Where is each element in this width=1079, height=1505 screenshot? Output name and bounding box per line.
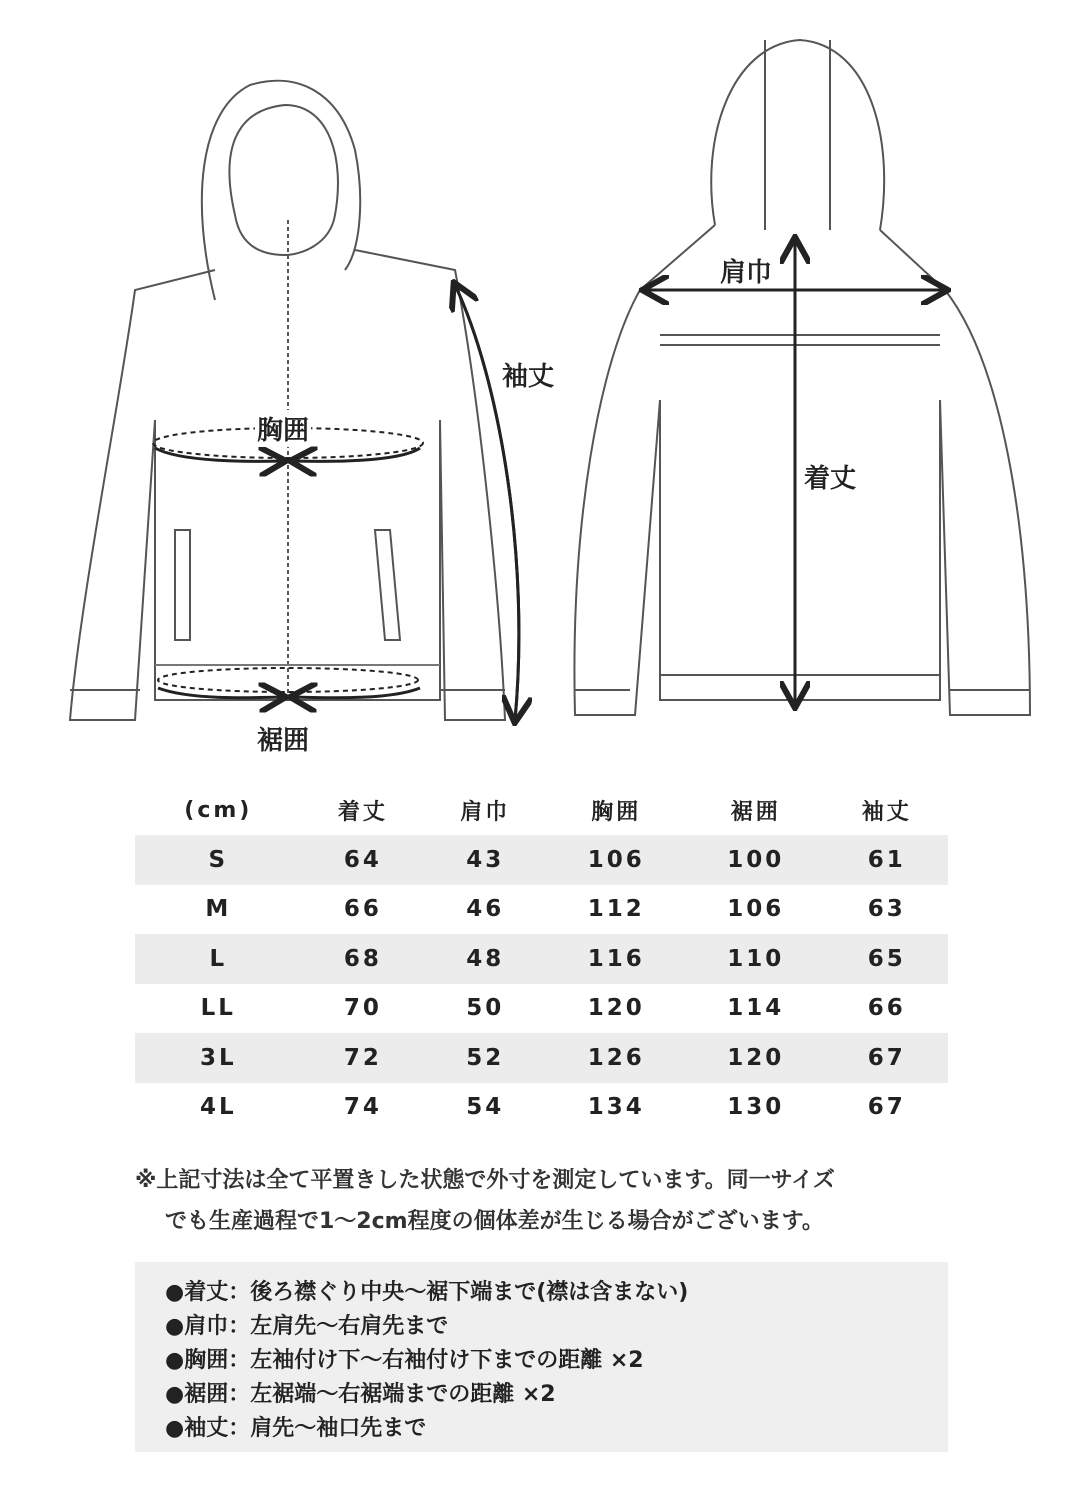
cell: 116 (546, 934, 686, 984)
size-cell: 3L (135, 1033, 302, 1083)
cell: 134 (587, 1094, 645, 1121)
header-length: 着丈 (337, 799, 388, 825)
cell: 46 (466, 896, 505, 923)
definition-chest: ●胸囲：左袖付け下～右袖付け下までの距離 ×2 (165, 1348, 644, 1373)
size-cell: M (205, 896, 232, 923)
table-row (135, 1033, 948, 1083)
sleeve-label: 袖丈 (500, 356, 556, 393)
definition-sleeve: ●袖丈：肩先～袖口先まで (165, 1416, 427, 1441)
table-row (135, 1083, 948, 1133)
cell: 120 (587, 995, 645, 1022)
cell: 74 (343, 1094, 382, 1121)
cell: 66 (867, 995, 906, 1022)
cell: 120 (686, 1033, 826, 1083)
note-line-1: ※上記寸法は全て平置きした状態で外寸を測定しています。同一サイズ (135, 1168, 835, 1193)
cell: 110 (686, 934, 826, 984)
cell: 100 (686, 835, 826, 885)
table-row (135, 984, 948, 1034)
size-cell: L (135, 934, 302, 984)
cell: 67 (826, 1033, 948, 1083)
cell: 63 (867, 896, 906, 923)
cell: 70 (343, 995, 382, 1022)
cell: 114 (727, 995, 785, 1022)
table-row (135, 835, 948, 885)
cell: 126 (546, 1033, 686, 1083)
measurement-note (135, 1160, 955, 1242)
size-cell: 4L (199, 1094, 237, 1121)
chest-label: 胸囲 (255, 410, 311, 447)
cell: 130 (727, 1094, 785, 1121)
cell: 72 (302, 1033, 424, 1083)
cell: 106 (546, 835, 686, 885)
front-jacket-drawing (70, 81, 505, 720)
cell: 65 (826, 934, 948, 984)
note-line-2: でも生産過程で1～2cm程度の個体差が生じる場合がございます。 (165, 1209, 824, 1234)
size-table (135, 785, 948, 1132)
cell: 68 (302, 934, 424, 984)
definition-length: ●着丈：後ろ襟ぐり中央～裾下端まで(襟は含まない) (165, 1280, 689, 1305)
definition-shoulder: ●肩巾：左肩先～右肩先まで (165, 1314, 449, 1339)
size-cell: S (135, 835, 302, 885)
definition-hem: ●裾囲：左裾端～右裾端までの距離 ×2 (165, 1382, 556, 1407)
table-header-row (135, 785, 948, 835)
cell: 48 (424, 934, 546, 984)
cell: 54 (466, 1094, 505, 1121)
header-chest: 胸囲 (591, 799, 642, 825)
cell: 66 (343, 896, 382, 923)
header-unit: (cm) (184, 797, 253, 823)
cell: 50 (466, 995, 505, 1022)
definitions-box (135, 1262, 948, 1452)
table-row (135, 934, 948, 984)
header-hem: 裾囲 (730, 799, 781, 825)
cell: 112 (587, 896, 645, 923)
cell: 67 (867, 1094, 906, 1121)
shoulder-label: 肩巾 (720, 258, 773, 288)
cell: 61 (826, 835, 948, 885)
length-label: 着丈 (802, 458, 858, 495)
cell: 106 (727, 896, 785, 923)
cell: 43 (424, 835, 546, 885)
hem-label: 裾囲 (255, 720, 311, 757)
header-sleeve: 袖丈 (861, 799, 912, 825)
cell: 64 (302, 835, 424, 885)
back-jacket-drawing (574, 40, 1030, 715)
header-shoulder: 肩巾 (460, 799, 511, 825)
cell: 52 (424, 1033, 546, 1083)
table-row (135, 885, 948, 935)
size-cell: LL (200, 995, 236, 1022)
